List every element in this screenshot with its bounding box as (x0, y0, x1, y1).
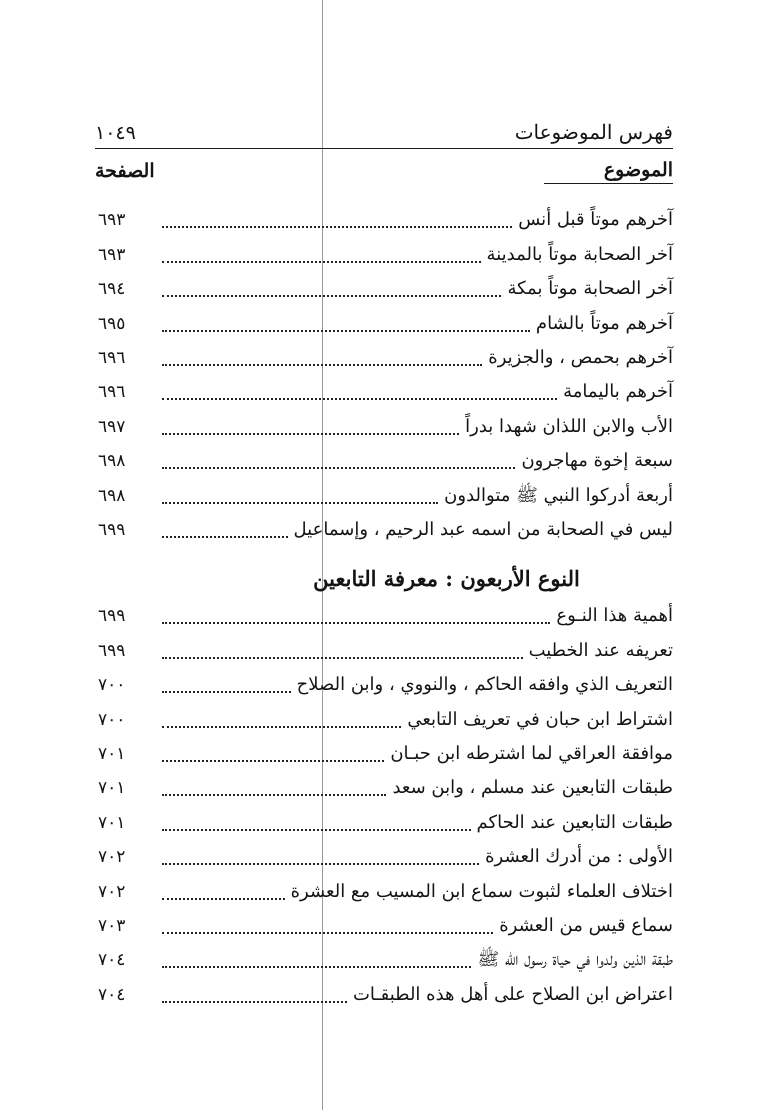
leader-dots (162, 398, 557, 400)
toc-list-a (98, 200, 673, 544)
topic-column-header: الموضوع (544, 159, 673, 184)
toc-page: ٧٠٢ (98, 847, 126, 868)
toc-text: أربعة أدركوا النبي ﷺ متوالدون (444, 484, 673, 506)
leader-dots (162, 863, 479, 865)
toc-page: ٦٩٩ (98, 519, 126, 540)
toc-page: ٧٠١ (98, 743, 126, 764)
toc-text: سماع قيس من العشرة (499, 914, 673, 936)
toc-page: ٦٩٨ (98, 485, 126, 506)
toc-text: آخرهم موتاً قبل أنس (518, 209, 673, 231)
toc-entry[interactable] (98, 510, 673, 544)
toc-entry[interactable] (98, 871, 673, 905)
toc-text: آخرهم بحمص ، والجزيرة (488, 346, 673, 368)
leader-dots (162, 467, 515, 469)
leader-dots (162, 622, 550, 624)
toc-text: موافقة العراقي لما اشترطه ابن حبـان (390, 742, 673, 764)
column-headers (95, 156, 673, 186)
toc-entry[interactable] (98, 338, 673, 372)
toc-page: ٧٠٤ (98, 984, 126, 1005)
toc-page: ٦٩٩ (98, 640, 126, 661)
toc-text: التعريف الذي وافقه الحاكم ، والنووي ، وابن الصلاح (296, 674, 673, 696)
leader-dots (162, 898, 285, 900)
leader-dots (162, 261, 481, 263)
toc-text: آخرهم باليمامة (563, 381, 673, 403)
toc-entry[interactable] (98, 837, 673, 871)
toc-page: ٦٩٥ (98, 313, 126, 334)
toc-text: تعريفه عند الخطيب (528, 639, 673, 661)
leader-dots (162, 726, 401, 728)
toc-entry[interactable] (98, 200, 673, 234)
toc-text: الأولى : من أدرك العشرة (485, 846, 673, 868)
toc-list-b (98, 596, 673, 1009)
toc-entry[interactable] (98, 665, 673, 699)
leader-dots (162, 364, 482, 366)
toc-page: ٦٩٨ (98, 451, 126, 472)
leader-dots (162, 794, 386, 796)
leader-dots (162, 502, 438, 504)
toc-text: اختلاف العلماء لثبوت سماع ابن المسيب مع العشرة (290, 880, 673, 902)
toc-entry[interactable] (98, 441, 673, 475)
toc-text: طبقة الذين ولدوا في حياة رسول الله ﷺ (477, 949, 673, 971)
leader-dots (162, 536, 288, 538)
toc-entry[interactable] (98, 974, 673, 1008)
toc-text: سبعة إخوة مهاجرون (521, 450, 673, 472)
running-title: فهرس الموضوعات (514, 120, 673, 144)
toc-entry[interactable] (98, 234, 673, 268)
leader-dots (162, 433, 459, 435)
toc-page: ٦٩٣ (98, 210, 126, 231)
toc-page: ٦٩٧ (98, 416, 126, 437)
leader-dots (162, 829, 471, 831)
toc-entry[interactable] (98, 630, 673, 664)
running-header (95, 108, 673, 149)
toc-text: آخر الصحابة موتاً بالمدينة (486, 243, 673, 265)
toc-page: ٧٠٠ (98, 709, 126, 730)
toc-page: ٧٠٠ (98, 675, 126, 696)
toc-entry[interactable] (98, 475, 673, 509)
toc-text: أهمية هذا النـوع (556, 605, 673, 627)
toc-text: الأب والابن اللذان شهدا بدراً (465, 415, 673, 437)
toc-entry[interactable] (98, 940, 673, 974)
leader-dots (162, 1001, 347, 1003)
toc-entry[interactable] (98, 768, 673, 802)
toc-page: ٧٠١ (98, 812, 126, 833)
page-column-header: الصفحة (95, 160, 155, 182)
leader-dots (162, 330, 530, 332)
leader-dots (162, 760, 384, 762)
toc-entry[interactable] (98, 303, 673, 337)
toc-entry[interactable] (98, 372, 673, 406)
toc-page: ٧٠٤ (98, 950, 126, 971)
toc-entry[interactable] (98, 734, 673, 768)
toc-text: ليس في الصحابة من اسمه عبد الرحيم ، وإسماعيل (293, 518, 673, 540)
leader-dots (162, 295, 501, 297)
toc-page: ٧٠١ (98, 778, 126, 799)
toc-page: ٦٩٩ (98, 606, 126, 627)
toc-text: اعتراض ابن الصلاح على أهل هذه الطبقـات (352, 983, 673, 1005)
leader-dots (162, 691, 291, 693)
toc-page: ٧٠٣ (98, 915, 126, 936)
toc-page: ٦٩٦ (98, 347, 126, 368)
leader-dots (162, 226, 512, 228)
toc-text: اشتراط ابن حبان في تعريف التابعي (407, 708, 673, 730)
toc-page: ٦٩٦ (98, 382, 126, 403)
leader-dots (162, 932, 493, 934)
toc-entry[interactable] (98, 596, 673, 630)
section-heading: النوع الأربعون : معرفة التابعين (313, 566, 580, 591)
toc-page: ٦٩٣ (98, 244, 126, 265)
toc-entry[interactable] (98, 906, 673, 940)
leader-dots (162, 657, 523, 659)
toc-entry[interactable] (98, 269, 673, 303)
toc-text: آخر الصحابة موتاً بمكة (507, 278, 673, 300)
toc-page: ٧٠٢ (98, 881, 126, 902)
toc-text: طبقات التابعين عند مسلم ، وابن سعد (392, 777, 673, 799)
page-number: ١٠٤٩ (95, 122, 136, 144)
toc-entry[interactable] (98, 699, 673, 733)
toc-entry[interactable] (98, 406, 673, 440)
toc-entry[interactable] (98, 802, 673, 836)
toc-text: آخرهم موتاً بالشام (535, 312, 673, 334)
leader-dots (162, 966, 471, 968)
toc-page: ٦٩٤ (98, 279, 126, 300)
toc-text: طبقات التابعين عند الحاكم (476, 811, 673, 833)
